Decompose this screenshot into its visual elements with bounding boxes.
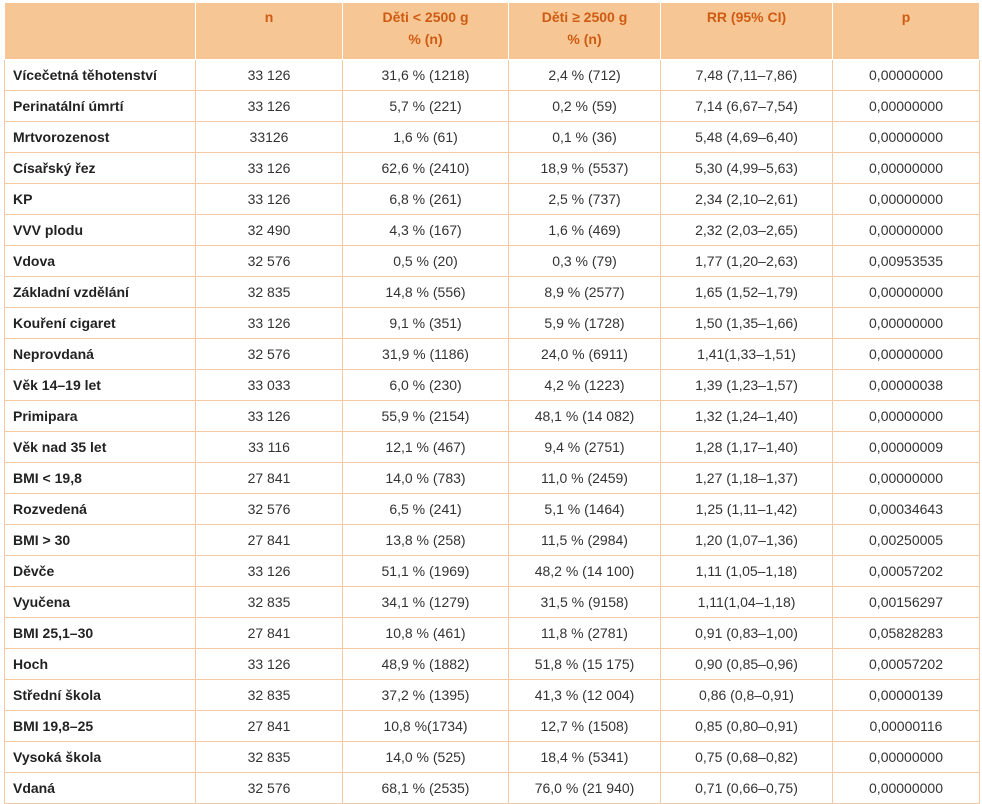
cell-low-weight: 5,7 % (221) [343, 91, 509, 122]
row-label: Děvče [5, 556, 196, 587]
cell-low-weight: 6,8 % (261) [343, 184, 509, 215]
cell-low-weight: 34,1 % (1279) [343, 587, 509, 618]
cell-n: 27 841 [196, 618, 343, 649]
row-label: BMI > 30 [5, 525, 196, 556]
cell-normal-weight: 4,2 % (1223) [509, 370, 661, 401]
cell-normal-weight: 2,5 % (737) [509, 184, 661, 215]
table-row [5, 60, 980, 91]
cell-n: 32 576 [196, 494, 343, 525]
cell-low-weight: 55,9 % (2154) [343, 401, 509, 432]
cell-normal-weight: 24,0 % (6911) [509, 339, 661, 370]
cell-p: 0,00057202 [833, 649, 980, 680]
cell-rr: 2,32 (2,03–2,65) [661, 215, 833, 246]
cell-rr: 1,50 (1,35–1,66) [661, 308, 833, 339]
row-label: Vyučena [5, 587, 196, 618]
cell-normal-weight: 0,2 % (59) [509, 91, 661, 122]
header-low-weight-unit: % (n) [408, 31, 443, 47]
cell-normal-weight: 9,4 % (2751) [509, 432, 661, 463]
cell-normal-weight: 31,5 % (9158) [509, 587, 661, 618]
row-label: Rozvedená [5, 494, 196, 525]
cell-low-weight: 6,5 % (241) [343, 494, 509, 525]
header-p: p [833, 3, 980, 60]
row-label: Perinatální úmrtí [5, 91, 196, 122]
header-corner [5, 3, 196, 60]
table-row [5, 711, 980, 742]
cell-low-weight: 0,5 % (20) [343, 246, 509, 277]
cell-rr: 1,32 (1,24–1,40) [661, 401, 833, 432]
cell-p: 0,00000000 [833, 122, 980, 153]
cell-normal-weight: 8,9 % (2577) [509, 277, 661, 308]
row-label: Hoch [5, 649, 196, 680]
cell-normal-weight: 11,0 % (2459) [509, 463, 661, 494]
row-label: Primipara [5, 401, 196, 432]
cell-low-weight: 31,6 % (1218) [343, 60, 509, 91]
cell-n: 33 126 [196, 401, 343, 432]
cell-low-weight: 14,8 % (556) [343, 277, 509, 308]
cell-normal-weight: 0,3 % (79) [509, 246, 661, 277]
cell-p: 0,00000000 [833, 215, 980, 246]
header-low-weight [343, 3, 509, 60]
cell-rr: 0,90 (0,85–0,96) [661, 649, 833, 680]
table-row [5, 91, 980, 122]
cell-rr: 1,41(1,33–1,51) [661, 339, 833, 370]
cell-low-weight: 12,1 % (467) [343, 432, 509, 463]
cell-normal-weight: 11,8 % (2781) [509, 618, 661, 649]
table-row [5, 277, 980, 308]
table-row [5, 308, 980, 339]
cell-p: 0,00000000 [833, 60, 980, 91]
cell-low-weight: 14,0 % (525) [343, 742, 509, 773]
cell-rr: 7,14 (6,67–7,54) [661, 91, 833, 122]
cell-p: 0,00000000 [833, 277, 980, 308]
cell-normal-weight: 5,9 % (1728) [509, 308, 661, 339]
cell-rr: 0,85 (0,80–0,91) [661, 711, 833, 742]
table-row [5, 401, 980, 432]
cell-rr: 0,86 (0,8–0,91) [661, 680, 833, 711]
cell-n: 33 126 [196, 153, 343, 184]
cell-n: 33 033 [196, 370, 343, 401]
cell-n: 27 841 [196, 711, 343, 742]
cell-n: 32 835 [196, 742, 343, 773]
cell-rr: 5,30 (4,99–5,63) [661, 153, 833, 184]
row-label: BMI 19,8–25 [5, 711, 196, 742]
cell-rr: 1,11 (1,05–1,18) [661, 556, 833, 587]
cell-rr: 1,27 (1,18–1,37) [661, 463, 833, 494]
row-label: Vdaná [5, 773, 196, 804]
row-label: BMI < 19,8 [5, 463, 196, 494]
table-row [5, 587, 980, 618]
row-label: Věk nad 35 let [5, 432, 196, 463]
cell-normal-weight: 48,2 % (14 100) [509, 556, 661, 587]
cell-rr: 1,39 (1,23–1,57) [661, 370, 833, 401]
table-row [5, 122, 980, 153]
cell-n: 33 116 [196, 432, 343, 463]
table-body [5, 60, 980, 804]
cell-n: 32 576 [196, 339, 343, 370]
table-row [5, 680, 980, 711]
cell-p: 0,00000139 [833, 680, 980, 711]
table-row [5, 184, 980, 215]
cell-normal-weight: 5,1 % (1464) [509, 494, 661, 525]
table-row [5, 525, 980, 556]
row-label: Vysoká škola [5, 742, 196, 773]
cell-n: 32 490 [196, 215, 343, 246]
cell-rr: 1,28 (1,17–1,40) [661, 432, 833, 463]
cell-normal-weight: 18,4 % (5341) [509, 742, 661, 773]
data-table [4, 2, 980, 804]
table-row [5, 432, 980, 463]
cell-n: 32 835 [196, 587, 343, 618]
row-label: VVV plodu [5, 215, 196, 246]
table-row [5, 370, 980, 401]
cell-p: 0,00000000 [833, 339, 980, 370]
cell-rr: 0,71 (0,66–0,75) [661, 773, 833, 804]
row-label: Střední škola [5, 680, 196, 711]
table-row [5, 649, 980, 680]
cell-p: 0,00000000 [833, 742, 980, 773]
cell-rr: 2,34 (2,10–2,61) [661, 184, 833, 215]
cell-p: 0,00000000 [833, 184, 980, 215]
cell-n: 32 835 [196, 680, 343, 711]
row-label: Základní vzdělání [5, 277, 196, 308]
cell-rr: 1,77 (1,20–2,63) [661, 246, 833, 277]
cell-p: 0,00000009 [833, 432, 980, 463]
cell-rr: 1,20 (1,07–1,36) [661, 525, 833, 556]
cell-p: 0,00000000 [833, 463, 980, 494]
cell-n: 33 126 [196, 556, 343, 587]
table-row [5, 773, 980, 804]
table-row [5, 556, 980, 587]
cell-p: 0,00000000 [833, 773, 980, 804]
cell-rr: 1,11(1,04–1,18) [661, 587, 833, 618]
cell-rr: 1,65 (1,52–1,79) [661, 277, 833, 308]
row-label: Vdova [5, 246, 196, 277]
row-label: Kouření cigaret [5, 308, 196, 339]
cell-p: 0,00034643 [833, 494, 980, 525]
cell-low-weight: 14,0 % (783) [343, 463, 509, 494]
cell-n: 32 576 [196, 246, 343, 277]
cell-rr: 0,75 (0,68–0,82) [661, 742, 833, 773]
cell-normal-weight: 41,3 % (12 004) [509, 680, 661, 711]
cell-n: 33 126 [196, 184, 343, 215]
cell-p: 0,00156297 [833, 587, 980, 618]
cell-p: 0,00250005 [833, 525, 980, 556]
cell-low-weight: 6,0 % (230) [343, 370, 509, 401]
cell-low-weight: 9,1 % (351) [343, 308, 509, 339]
row-label: Vícečetná těhotenství [5, 60, 196, 91]
cell-normal-weight: 2,4 % (712) [509, 60, 661, 91]
row-label: BMI 25,1–30 [5, 618, 196, 649]
table-row [5, 246, 980, 277]
cell-rr: 5,48 (4,69–6,40) [661, 122, 833, 153]
table-row [5, 153, 980, 184]
row-label: KP [5, 184, 196, 215]
cell-low-weight: 31,9 % (1186) [343, 339, 509, 370]
cell-n: 27 841 [196, 463, 343, 494]
row-label: Císařský řez [5, 153, 196, 184]
cell-normal-weight: 18,9 % (5537) [509, 153, 661, 184]
header-normal-weight-title: Děti ≥ 2500 g [541, 9, 628, 25]
table-row [5, 215, 980, 246]
cell-n: 33 126 [196, 649, 343, 680]
cell-p: 0,00000000 [833, 401, 980, 432]
cell-p: 0,00000000 [833, 91, 980, 122]
table-row [5, 742, 980, 773]
cell-p: 0,00057202 [833, 556, 980, 587]
cell-n: 33 126 [196, 308, 343, 339]
cell-normal-weight: 12,7 % (1508) [509, 711, 661, 742]
table-row [5, 618, 980, 649]
cell-n: 33 126 [196, 91, 343, 122]
row-label: Věk 14–19 let [5, 370, 196, 401]
cell-normal-weight: 51,8 % (15 175) [509, 649, 661, 680]
cell-n: 33 126 [196, 60, 343, 91]
cell-normal-weight: 1,6 % (469) [509, 215, 661, 246]
cell-n: 32 835 [196, 277, 343, 308]
header-low-weight-title: Děti < 2500 g [382, 9, 469, 25]
cell-rr: 1,25 (1,11–1,42) [661, 494, 833, 525]
cell-low-weight: 10,8 % (461) [343, 618, 509, 649]
header-normal-weight [509, 3, 661, 60]
cell-low-weight: 51,1 % (1969) [343, 556, 509, 587]
cell-low-weight: 62,6 % (2410) [343, 153, 509, 184]
cell-low-weight: 4,3 % (167) [343, 215, 509, 246]
cell-n: 27 841 [196, 525, 343, 556]
cell-p: 0,00953535 [833, 246, 980, 277]
cell-p: 0,00000116 [833, 711, 980, 742]
cell-low-weight: 13,8 % (258) [343, 525, 509, 556]
table-header [5, 3, 980, 60]
header-rr: RR (95% CI) [661, 3, 833, 60]
cell-p: 0,00000000 [833, 308, 980, 339]
header-row [5, 3, 980, 60]
row-label: Neprovdaná [5, 339, 196, 370]
row-label: Mrtvorozenost [5, 122, 196, 153]
cell-low-weight: 48,9 % (1882) [343, 649, 509, 680]
header-n: n [196, 3, 343, 60]
cell-low-weight: 1,6 % (61) [343, 122, 509, 153]
cell-normal-weight: 0,1 % (36) [509, 122, 661, 153]
cell-low-weight: 10,8 %(1734) [343, 711, 509, 742]
cell-low-weight: 37,2 % (1395) [343, 680, 509, 711]
cell-rr: 7,48 (7,11–7,86) [661, 60, 833, 91]
header-normal-weight-unit: % (n) [567, 31, 602, 47]
cell-n: 32 576 [196, 773, 343, 804]
cell-normal-weight: 11,5 % (2984) [509, 525, 661, 556]
cell-p: 0,00000038 [833, 370, 980, 401]
cell-low-weight: 68,1 % (2535) [343, 773, 509, 804]
cell-n: 33126 [196, 122, 343, 153]
cell-normal-weight: 76,0 % (21 940) [509, 773, 661, 804]
cell-normal-weight: 48,1 % (14 082) [509, 401, 661, 432]
cell-rr: 0,91 (0,83–1,00) [661, 618, 833, 649]
cell-p: 0,00000000 [833, 153, 980, 184]
table-row [5, 463, 980, 494]
cell-p: 0,05828283 [833, 618, 980, 649]
table-row [5, 339, 980, 370]
table-row [5, 494, 980, 525]
